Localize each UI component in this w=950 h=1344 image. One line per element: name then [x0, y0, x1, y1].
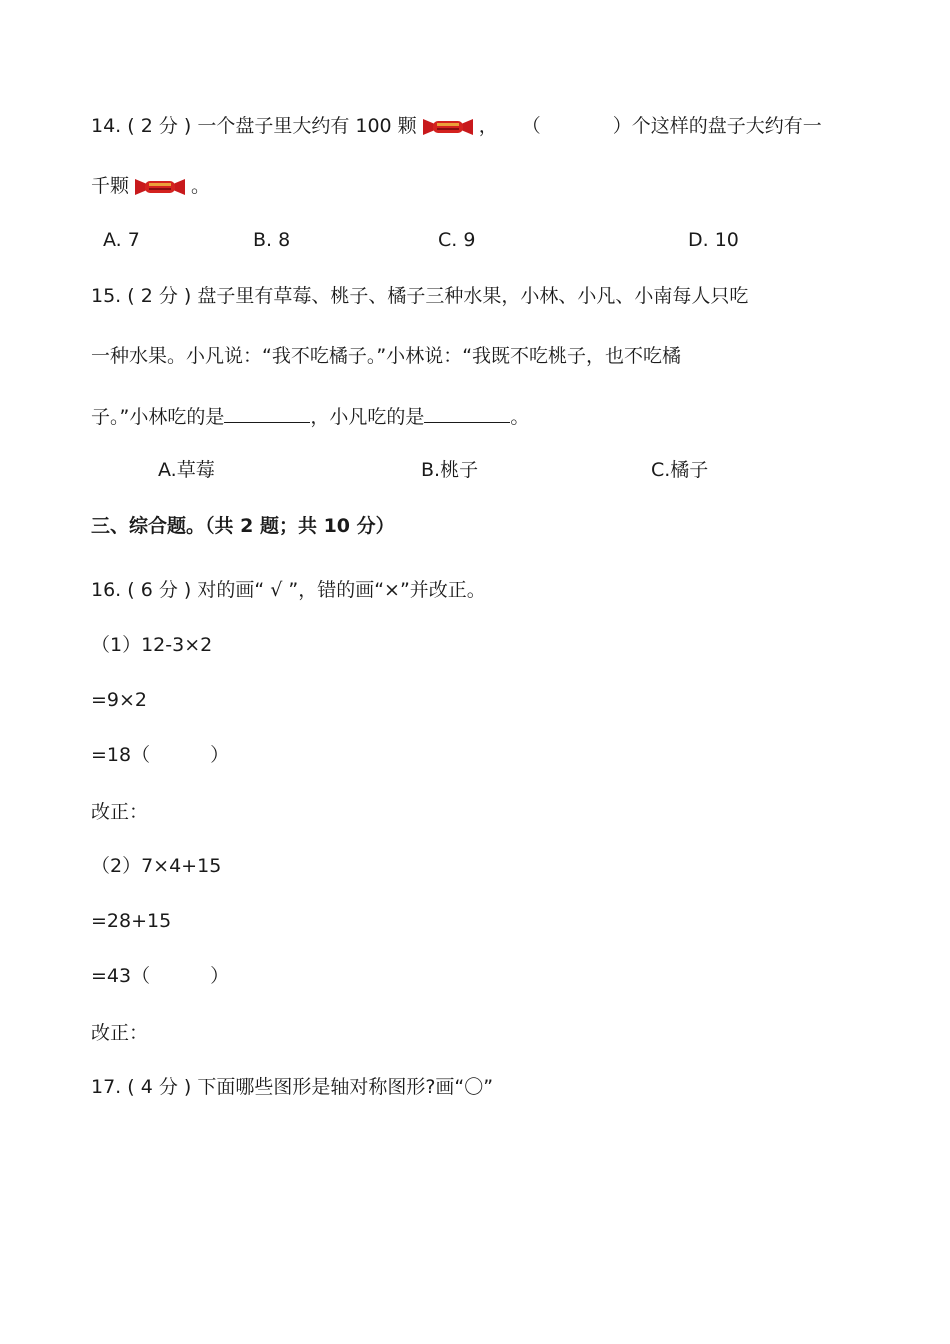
- q16-p2-step2-a: =43（: [91, 965, 151, 987]
- candy-icon: [423, 116, 473, 138]
- candy-icon: [135, 176, 185, 198]
- q16-p2-expr: （2）7×4+15: [91, 855, 222, 877]
- q14-option-b[interactable]: B. 8: [253, 229, 291, 251]
- q15-option-a[interactable]: A.草莓: [158, 459, 215, 481]
- q14-prefix: 14. ( 2 分 ) 一个盘子里大约有 100 颗: [91, 115, 417, 137]
- q16-p2-fix: 改正：: [91, 1022, 149, 1044]
- q14-paren-close: ）: [612, 115, 632, 137]
- q16-p1-step2-a: =18（: [91, 744, 151, 766]
- q16-p1-step2-b: ）: [210, 744, 230, 766]
- q16-p1-fix: 改正：: [91, 801, 149, 823]
- q16-p1-step2: [91, 741, 229, 769]
- q14-line2-prefix: 千颗: [91, 175, 130, 197]
- q15-line3: [91, 402, 529, 431]
- q16-title: 16. ( 6 分 ) 对的画“ √ ”，错的画“×”并改正。: [91, 579, 486, 601]
- q14-suffix: 个这样的盘子大约有一: [631, 115, 822, 137]
- q15-option-c[interactable]: C.橘子: [651, 459, 709, 481]
- q14-line2-suffix: 。: [191, 175, 211, 197]
- q15-line3-b: ，小凡吃的是: [310, 406, 425, 428]
- q14-option-a[interactable]: A. 7: [103, 229, 140, 251]
- q16-p1-step1: =9×2: [91, 689, 148, 711]
- q14-line1: [91, 112, 822, 140]
- q14-comma: ，: [478, 115, 498, 137]
- q15-line1: 15. ( 2 分 ) 盘子里有草莓、桃子、橘子三种水果，小林、小凡、小南每人只吃: [91, 285, 749, 307]
- q17-title: 17. ( 4 分 ) 下面哪些图形是轴对称图形?画“〇”: [91, 1076, 494, 1098]
- section3-title: 三、综合题。（共 2 题；共 10 分）: [91, 515, 395, 537]
- q16-p2-step2-b: ）: [210, 965, 230, 987]
- q15-line3-c: 。: [510, 406, 530, 428]
- q14-line2: [91, 172, 210, 200]
- q14-paren-open: （: [521, 115, 541, 137]
- q16-p2-step1: =28+15: [91, 910, 172, 932]
- q14-option-d[interactable]: D. 10: [688, 229, 739, 251]
- q15-option-b[interactable]: B.桃子: [421, 459, 479, 481]
- q15-line3-a: 子。”小林吃的是: [91, 406, 225, 428]
- q16-p2-step2: [91, 962, 229, 990]
- q15-blank-xiaolin[interactable]: [224, 402, 310, 423]
- q15-blank-xiaofan[interactable]: [424, 402, 510, 423]
- q14-option-c[interactable]: C. 9: [438, 229, 476, 251]
- q15-line2: 一种水果。小凡说：“我不吃橘子。”小林说：“我既不吃桃子，也不吃橘: [91, 345, 682, 367]
- q16-p1-expr: （1）12-3×2: [91, 634, 213, 656]
